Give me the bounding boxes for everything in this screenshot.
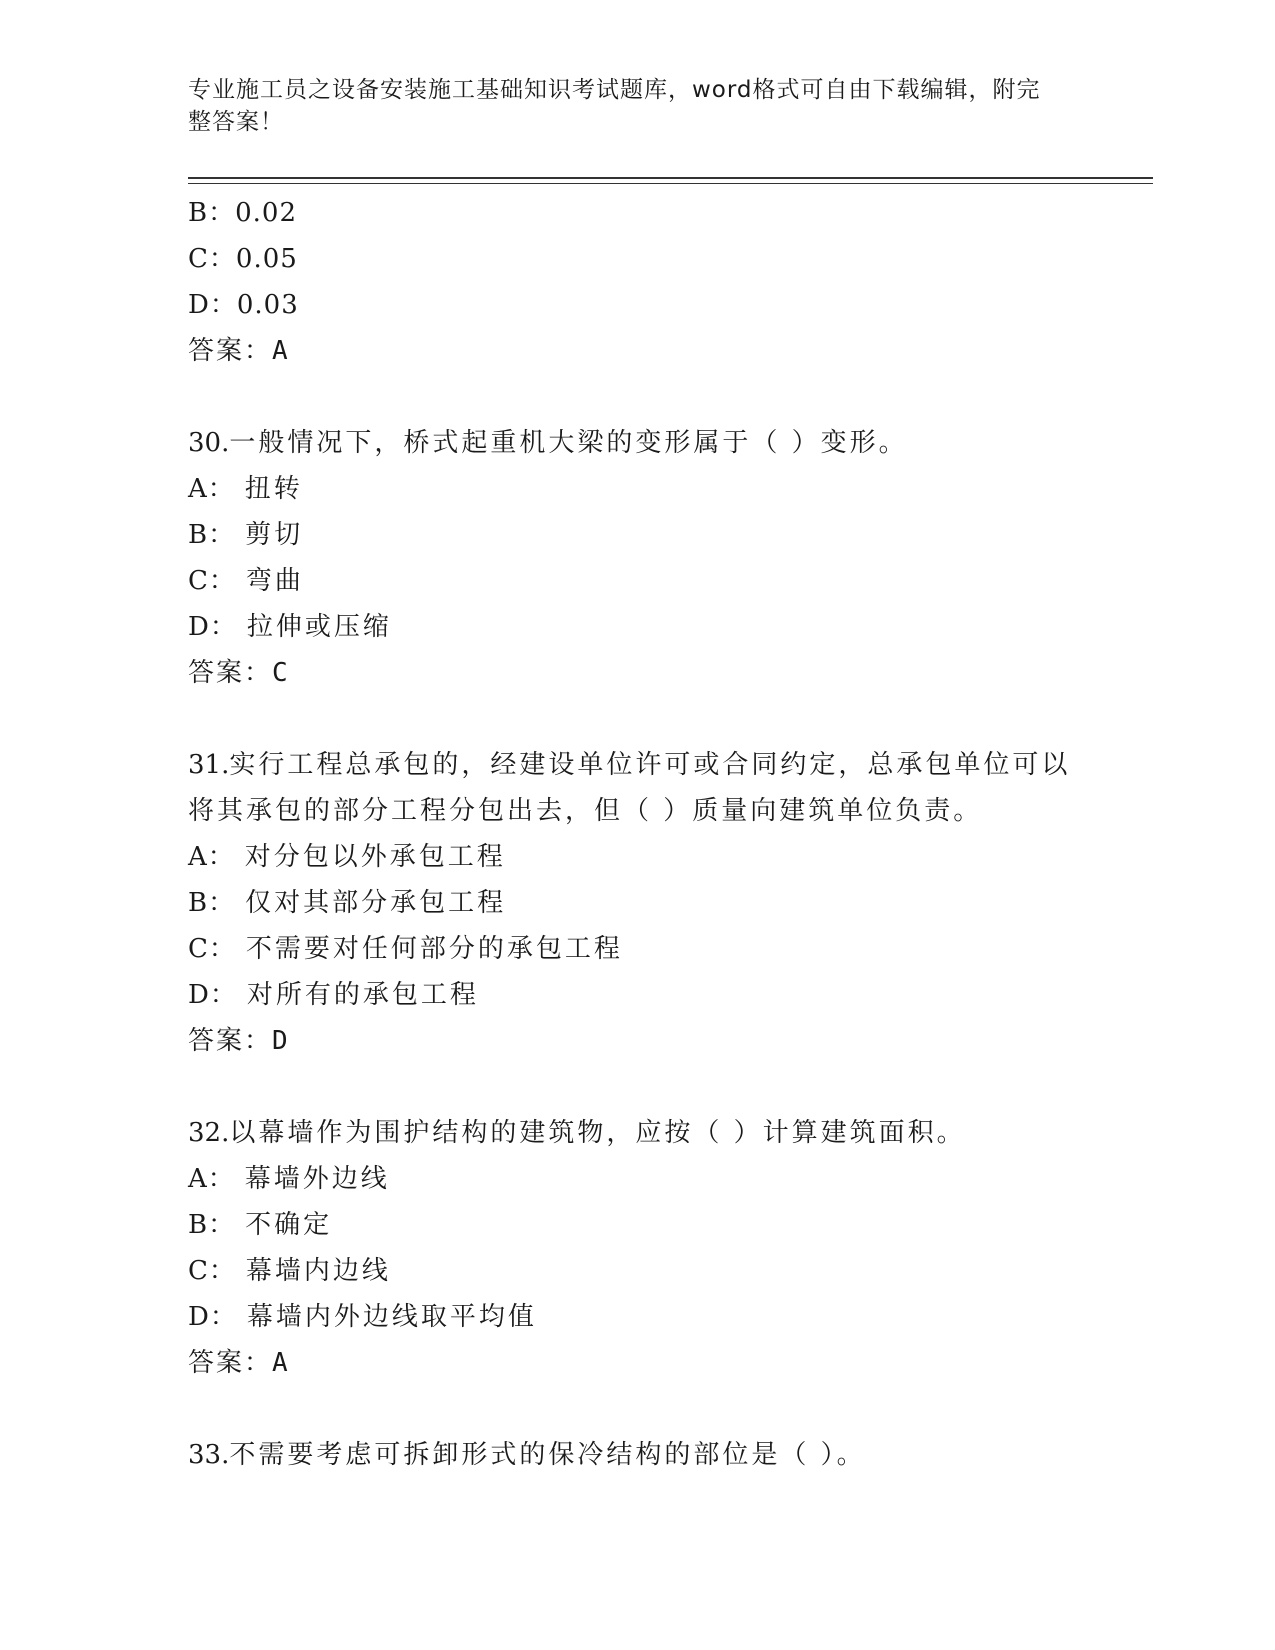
option-key: C： <box>188 566 236 596</box>
option-d <box>188 1294 1088 1340</box>
answer-line <box>188 1340 1088 1386</box>
question-33 <box>188 1432 1088 1478</box>
spacer <box>188 1386 1088 1432</box>
question-stem <box>188 742 1088 788</box>
option-key: D： <box>188 290 237 320</box>
spacer <box>188 1064 1088 1110</box>
option-key: B： <box>188 520 236 550</box>
option-key: A： <box>188 1164 235 1194</box>
option-key: B： <box>188 198 236 228</box>
answer-label: 答案： <box>188 1348 273 1378</box>
stem-text: 不需要考虑可拆卸形式的保冷结构的部位是（ ）。 <box>229 1440 866 1470</box>
header-line-2: 整答案！ <box>188 109 284 135</box>
question-stem-continuation <box>188 788 1088 834</box>
option-text: 幕墙外边线 <box>244 1164 390 1194</box>
header-line-1: 专业施工员之设备安装施工基础知识考试题库，word格式可自由下载编辑，附完 <box>188 77 1041 103</box>
option-c <box>188 926 1088 972</box>
option-text: 仅对其部分承包工程 <box>245 888 507 918</box>
option-key: B： <box>188 1210 236 1240</box>
option-key: C： <box>188 244 236 274</box>
option-a <box>188 834 1088 880</box>
option-text: 不需要对任何部分的承包工程 <box>245 934 623 964</box>
option-b <box>188 512 1088 558</box>
answer-label: 答案： <box>188 658 273 688</box>
option-text: 0.02 <box>235 198 297 228</box>
option-b <box>188 190 1088 236</box>
option-text: 0.03 <box>236 290 299 320</box>
question-stem <box>188 1432 1088 1478</box>
answer-value: D <box>272 1026 290 1056</box>
option-text: 对分包以外承包工程 <box>244 842 506 872</box>
option-a <box>188 1156 1088 1202</box>
question-32 <box>188 1110 1088 1386</box>
option-key: D： <box>188 1302 237 1332</box>
option-key: A： <box>188 474 235 504</box>
option-b <box>188 1202 1088 1248</box>
spacer <box>188 374 1088 420</box>
header-divider-thin <box>188 183 1153 184</box>
option-d <box>188 282 1088 328</box>
option-c <box>188 1248 1088 1294</box>
stem-text: 一般情况下，桥式起重机大梁的变形属于（ ）变形。 <box>229 428 908 458</box>
option-d <box>188 604 1088 650</box>
option-key: D： <box>188 612 237 642</box>
answer-label: 答案： <box>188 336 273 366</box>
answer-value: C <box>272 658 290 688</box>
question-stem <box>188 420 1088 466</box>
option-c <box>188 558 1088 604</box>
option-text: 不确定 <box>245 1210 333 1240</box>
answer-line <box>188 328 1088 374</box>
question-number: 30. <box>188 428 230 458</box>
option-text: 剪切 <box>245 520 304 550</box>
answer-line <box>188 650 1088 696</box>
question-stem <box>188 1110 1088 1156</box>
question-number: 33. <box>188 1440 230 1470</box>
document-header <box>188 74 1068 138</box>
option-text: 扭转 <box>244 474 303 504</box>
option-b <box>188 880 1088 926</box>
option-a <box>188 466 1088 512</box>
option-text: 拉伸或压缩 <box>246 612 392 642</box>
answer-label: 答案： <box>188 1026 273 1056</box>
header-divider-thick <box>188 177 1153 179</box>
option-key: A： <box>188 842 235 872</box>
option-key: C： <box>188 1256 236 1286</box>
answer-line <box>188 1018 1088 1064</box>
option-c <box>188 236 1088 282</box>
question-number: 32. <box>188 1118 230 1148</box>
question-list <box>188 190 1088 1478</box>
option-key: B： <box>188 888 236 918</box>
option-text: 弯曲 <box>245 566 304 596</box>
question-number: 31. <box>188 750 230 780</box>
answer-value: A <box>272 1348 290 1378</box>
option-text: 幕墙内外边线取平均值 <box>246 1302 537 1332</box>
question-30 <box>188 420 1088 696</box>
option-key: C： <box>188 934 236 964</box>
option-text: 幕墙内边线 <box>245 1256 391 1286</box>
option-text: 对所有的承包工程 <box>246 980 479 1010</box>
answer-value: A <box>272 336 290 366</box>
stem-text: 实行工程总承包的，经建设单位许可或合同约定，总承包单位可以 <box>229 750 1071 780</box>
stem-text: 以幕墙作为围护结构的建筑物，应按（ ）计算建筑面积。 <box>229 1118 966 1148</box>
option-key: D： <box>188 980 237 1010</box>
spacer <box>188 696 1088 742</box>
question-31 <box>188 742 1088 1064</box>
option-d <box>188 972 1088 1018</box>
stem-text: 将其承包的部分工程分包出去，但（ ）质量向建筑单位负责。 <box>188 796 983 826</box>
prev-question <box>188 190 1088 374</box>
option-text: 0.05 <box>235 244 298 274</box>
